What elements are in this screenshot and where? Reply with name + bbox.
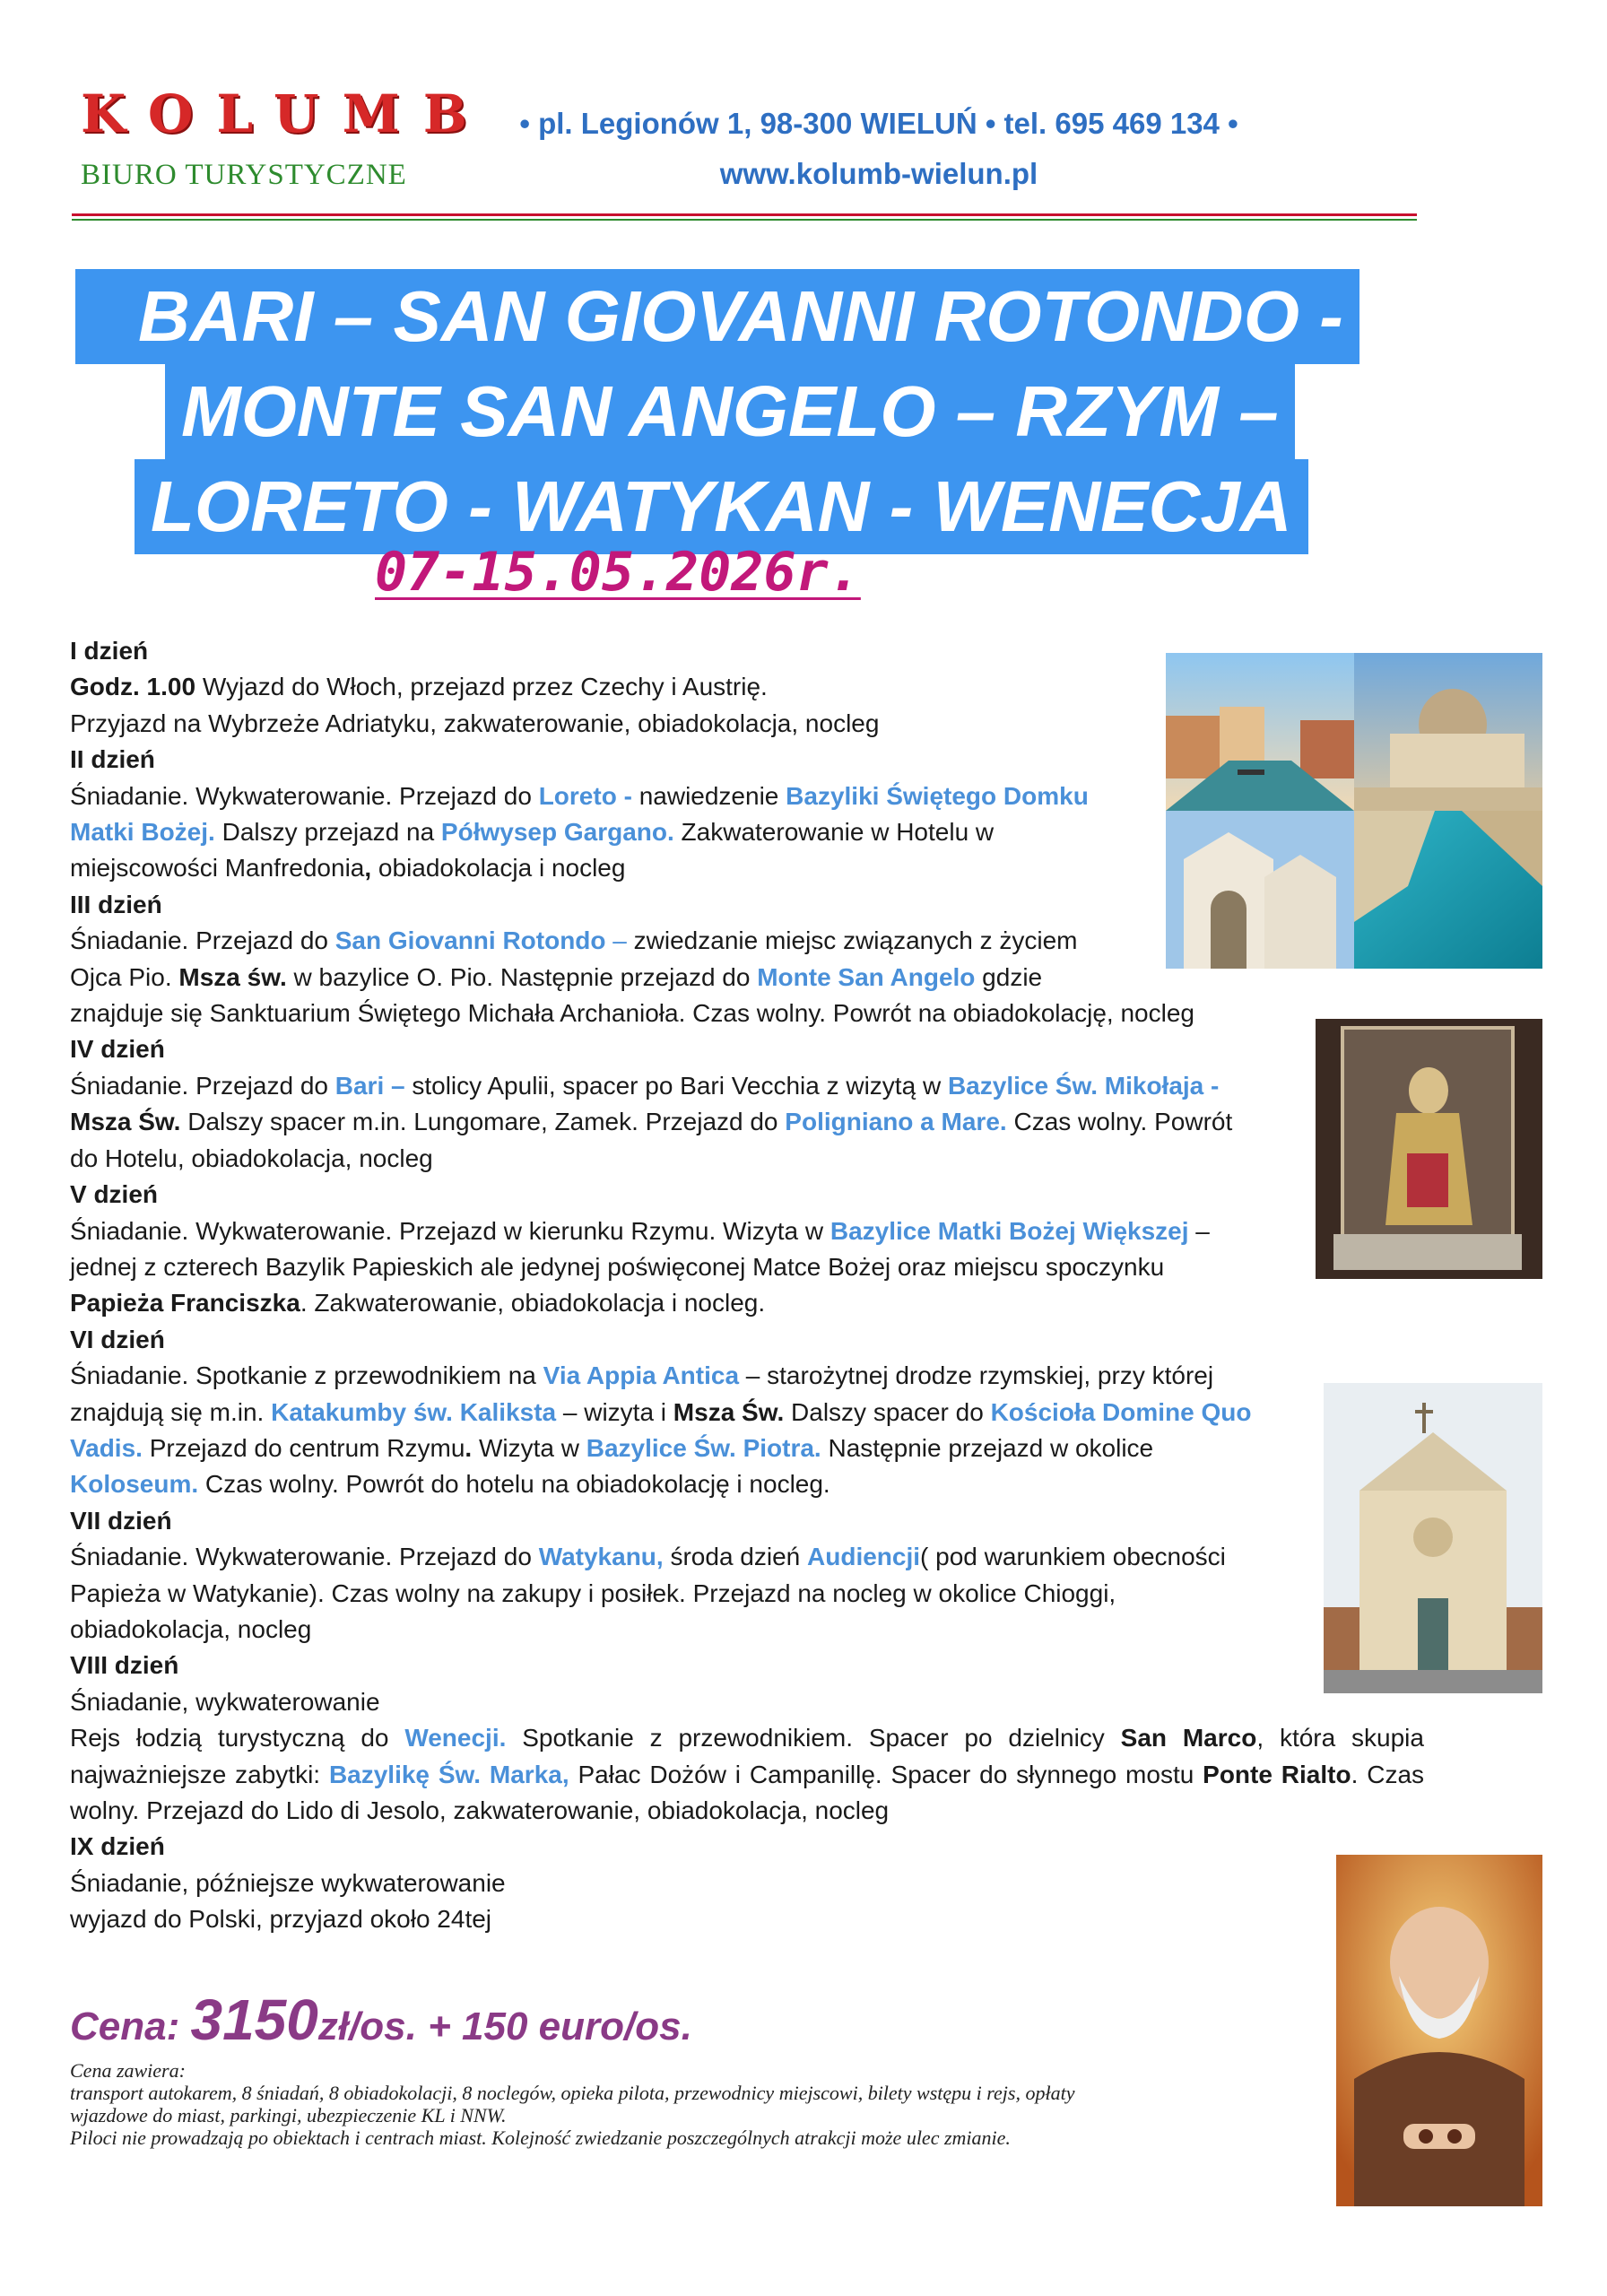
day-text <box>70 1104 1424 1140</box>
text: – wizyta i <box>556 1397 673 1426</box>
day-5 <box>70 1177 1424 1322</box>
notes-line: wjazdowe do miast, parkingi, ubezpieczenie KL i NNW. <box>70 2104 507 2126</box>
domine-quo-vadis-church-photo <box>1324 1383 1542 1693</box>
text: stolicy Apulii, spacer po Bari Vecchia z wizytą w <box>404 1071 948 1100</box>
place-highlight: Wenecji. <box>404 1724 507 1752</box>
text: najważniejsze zabytki: <box>70 1760 329 1788</box>
day-text <box>70 1466 1424 1502</box>
day-text <box>70 1358 1424 1394</box>
text: San Marco <box>1120 1724 1257 1752</box>
mass-label: Msza Św. <box>70 1108 181 1136</box>
text: w bazylice O. Pio. Następnie przejazd do <box>286 962 758 991</box>
padre-pio-image <box>1336 1855 1542 2206</box>
price <box>70 1987 692 2053</box>
logo-subtitle: BIURO TURYSTYCZNE <box>81 159 407 191</box>
notes-heading: Cena zawiera: <box>70 2059 186 2082</box>
day-text: Śniadanie, późniejsze wykwaterowanie <box>70 1868 506 1897</box>
title-line-3: LORETO - WATYKAN - WENECJA <box>135 459 1308 554</box>
text: Ojca Pio. <box>70 962 179 991</box>
day-heading: VI dzień <box>70 1325 165 1353</box>
day-text <box>70 1431 1424 1466</box>
place-highlight: Katakumby św. Kaliksta <box>271 1397 557 1426</box>
text: , która skupia <box>1256 1724 1424 1752</box>
statue-image <box>1316 1019 1542 1279</box>
text: , <box>364 854 372 883</box>
trip-dates: 07-15.05.2026r. <box>375 541 861 604</box>
day-text: Przyjazd na Wybrzeże Adriatyku, zakwaterowanie, obiadokolacja, nocleg <box>70 709 880 737</box>
day-text: jednej z czterech Bazylik Papieskich ale jedynej poświęconej Matce Bożej oraz miejscu spoczynku <box>70 1252 1165 1281</box>
day-text: znajduje się Sanktuarium Świętego Michała Archanioła. Czas wolny. Powrót na obiadokolację, nocleg <box>70 999 1194 1028</box>
place-highlight: Matki Bożej. <box>70 818 215 847</box>
notes-line: transport autokarem, 8 śniadań, 8 obiadokolacji, 8 noclegów, opieka pilota, przewodnicy miejscowi, bilety wstępu i rejs, opłaty <box>70 2082 1075 2104</box>
place-highlight: Bazyliki Świętego Domku <box>786 781 1089 810</box>
day-heading: I dzień <box>70 637 149 665</box>
text: Spotkanie z przewodnikiem. Spacer po dzielnicy <box>506 1724 1121 1752</box>
dash: – <box>605 926 634 955</box>
day-text <box>70 1539 1424 1575</box>
text: Następnie przejazd w okolice <box>821 1433 1154 1462</box>
place-highlight: Koloseum. <box>70 1470 199 1499</box>
text: Pałac Dożów i Campanillę. Spacer do słynnego mostu <box>569 1760 1203 1788</box>
day-9 <box>70 1829 1424 1937</box>
text: Wizyta w <box>472 1433 586 1462</box>
place-highlight: Poligniano a Mare. <box>785 1108 1007 1136</box>
day-heading: VII dzień <box>70 1506 172 1535</box>
place-highlight: Loreto - <box>538 781 639 810</box>
day-text: do Hotelu, obiadokolacja, nocleg <box>70 1144 433 1172</box>
text: Czas wolny. Przejazd do Lido di Jesolo, zakwaterowanie, obiadokolacja, nocleg <box>70 1760 1425 1824</box>
place-highlight: Bazylice Matki Bożej Większej <box>830 1216 1189 1245</box>
text: . <box>1351 1760 1359 1788</box>
italy-photo-collage <box>1166 653 1542 969</box>
place-highlight: Watykanu, <box>538 1543 664 1571</box>
text: ( pod warunkiem obecności <box>920 1543 1226 1571</box>
mass-label: Msza św. <box>178 962 287 991</box>
day-text <box>70 1395 1424 1431</box>
day-paragraph <box>70 1720 1424 1829</box>
day-8 <box>70 1648 1424 1829</box>
text: Przejazd do centrum Rzymu <box>142 1433 465 1462</box>
day-heading: V dzień <box>70 1180 159 1209</box>
text: – starożytnej drodze rzymskiej, przy której <box>739 1361 1214 1390</box>
day-7 <box>70 1503 1424 1648</box>
day-heading: VIII dzień <box>70 1651 179 1680</box>
text: zwiedzanie miejsc związanych z życiem <box>633 926 1078 955</box>
price-amount: 3150 <box>190 1987 318 2052</box>
price-notes <box>70 2059 1316 2149</box>
place-highlight: Vadis. <box>70 1433 143 1462</box>
text: Ponte Rialto <box>1203 1760 1351 1788</box>
place-highlight: Kościoła Domine Quo <box>990 1397 1252 1426</box>
day-text <box>70 1068 1424 1104</box>
text: Śniadanie. Spotkanie z przewodnikiem na <box>70 1361 543 1390</box>
day-6 <box>70 1322 1424 1503</box>
place-highlight: Bazylikę Św. Marka, <box>328 1760 569 1788</box>
text: Dalszy spacer m.in. Lungomare, Zamek. Przejazd do <box>180 1108 786 1136</box>
company-logo <box>81 83 491 192</box>
text: Czas wolny. Powrót do hotelu na obiadokolację i nocleg. <box>198 1470 830 1499</box>
text: Czas wolny. Powrót <box>1006 1108 1233 1136</box>
contact-info <box>466 99 1291 199</box>
title-line-1: BARI – SAN GIOVANNI ROTONDO - <box>75 269 1359 364</box>
place-highlight: Audiencji <box>807 1543 921 1571</box>
text: znajdują się m.in. <box>70 1397 272 1426</box>
text: – <box>1188 1216 1210 1245</box>
day-heading: III dzień <box>70 890 162 918</box>
day-text: Papieża w Watykanie). Czas wolny na zakupy i posiłek. Przejazd na nocleg w okolice Chioggi, <box>70 1578 1116 1607</box>
text: . <box>465 1433 473 1462</box>
place-highlight: Bazylice Św. Mikołaja - <box>947 1071 1220 1100</box>
text: Śniadanie. Wykwaterowanie. Przejazd w kierunku Rzymu. Wizyta w <box>70 1216 830 1245</box>
text: Zakwaterowanie w Hotelu w <box>673 818 995 847</box>
website-link[interactable]: www.kolumb-wielun.pl <box>719 157 1038 190</box>
day-text <box>70 1213 1424 1249</box>
place-highlight: Bazylice Św. Piotra. <box>586 1433 821 1462</box>
text: Wyjazd do Włoch, przejazd przez Czechy i Austrię. <box>195 673 768 701</box>
padre-pio-picture <box>1336 1855 1542 2206</box>
place-highlight: Via Appia Antica <box>543 1361 740 1390</box>
day-text: obiadokolacja, nocleg <box>70 1614 312 1643</box>
text: miejscowości Manfredonia <box>70 854 365 883</box>
church-image <box>1324 1383 1542 1693</box>
text: . Zakwaterowanie, obiadokolacja i nocleg. <box>300 1289 766 1318</box>
text: Śniadanie. Wykwaterowanie. Przejazd do <box>70 781 539 810</box>
notes-line: Piloci nie prowadzają po obiektach i centrach miast. Kolejność zwiedzanie poszczególnych atrakcji może ulec zmianie. <box>70 2126 1011 2149</box>
trip-title <box>72 269 1435 554</box>
text: obiadokolacja i nocleg <box>371 854 626 883</box>
place-highlight: Półwysep Gargano. <box>440 818 674 847</box>
day-text <box>70 1285 1424 1321</box>
price-rest: zł/os. + 150 euro/os. <box>317 2005 692 2048</box>
text: Dalszy przejazd na <box>214 818 441 847</box>
price-label: Cena: <box>70 2005 191 2048</box>
text: Śniadanie. Przejazd do <box>70 926 335 955</box>
header-divider-green <box>72 219 1417 221</box>
day-text: Śniadanie, wykwaterowanie <box>70 1687 380 1716</box>
day-4 <box>70 1031 1424 1177</box>
collage-image <box>1166 653 1542 969</box>
place-highlight: San Giovanni Rotondo <box>334 926 606 955</box>
address-phone: • pl. Legionów 1, 98-300 WIELUŃ • tel. 695 469 134 • <box>519 107 1238 140</box>
text: Papieża Franciszka <box>70 1289 300 1318</box>
mass-label: Msza Św. <box>673 1397 785 1426</box>
time-label: Godz. 1.00 <box>70 673 196 701</box>
text: Dalszy spacer do <box>784 1397 991 1426</box>
text: gdzie <box>975 962 1043 991</box>
place-highlight: Bari – <box>334 1071 405 1100</box>
text: Rejs łodzią turystyczną do <box>70 1724 405 1752</box>
text: Śniadanie. Przejazd do <box>70 1071 335 1100</box>
header-divider-red <box>72 213 1417 216</box>
text: nawiedzenie <box>638 781 786 810</box>
logo-wordmark: KOLUMB <box>81 83 491 144</box>
day-text: wyjazd do Polski, przyjazd około 24tej <box>70 1905 492 1934</box>
day-heading: II dzień <box>70 745 155 774</box>
day-heading: IV dzień <box>70 1035 165 1064</box>
text: środa dzień <box>663 1543 808 1571</box>
day-heading: IX dzień <box>70 1832 165 1861</box>
place-highlight: Monte San Angelo <box>757 962 976 991</box>
text: Śniadanie. Wykwaterowanie. Przejazd do <box>70 1543 539 1571</box>
title-line-2: MONTE SAN ANGELO – RZYM – <box>165 364 1295 459</box>
st-nicholas-statue-photo <box>1316 1019 1542 1279</box>
